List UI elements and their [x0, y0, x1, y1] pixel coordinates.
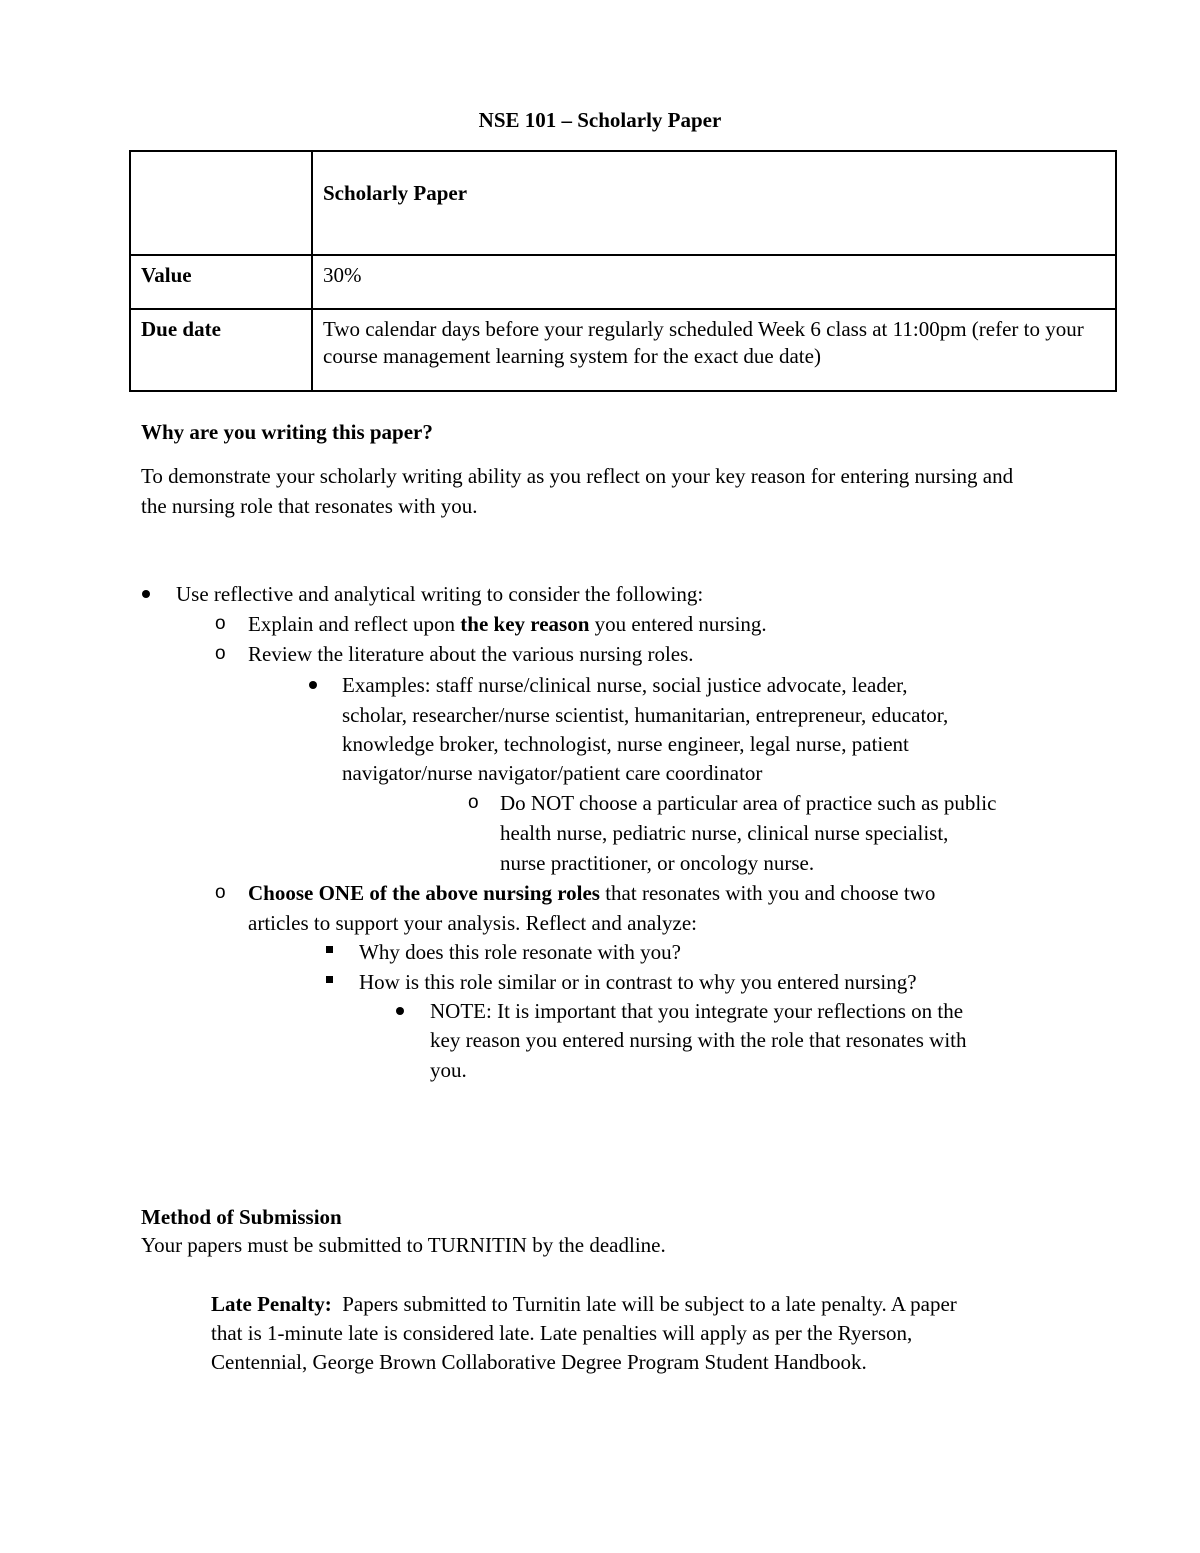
submission-body: Your papers must be submitted to TURNITIN by the deadline.	[141, 1233, 666, 1257]
due-date-cell: Two calendar days before your regularly scheduled Week 6 class at 11:00pm (refer to your course management learning system for the exact due date)	[312, 309, 1116, 391]
bullet-icon	[142, 590, 150, 598]
bullet-item: Use reflective and analytical writing to consider the following:	[176, 582, 704, 606]
value-label: Value	[130, 255, 312, 309]
examples-line: knowledge broker, technologist, nurse engineer, legal nurse, patient	[342, 732, 909, 756]
why-body: To demonstrate your scholarly writing ability as you reflect on your key reason for entering nursing and the nursing role that resonates with you.	[141, 464, 1014, 518]
square-bullet-icon	[326, 946, 333, 953]
square-bullet-icon	[326, 976, 333, 983]
bullet-text: you entered nursing.	[589, 612, 767, 636]
table-row	[130, 255, 1116, 309]
bullet-emphasis: the key reason	[460, 612, 590, 636]
bullet-icon	[396, 1007, 404, 1015]
examples-line: navigator/nurse navigator/patient care coordinator	[342, 761, 763, 785]
table-row	[130, 151, 1116, 255]
submission-heading: Method of Submission	[141, 1205, 342, 1229]
question-item: Why does this role resonate with you?	[359, 940, 681, 964]
assignment-info-table	[129, 150, 1117, 392]
late-penalty-line	[211, 1289, 957, 1319]
circle-bullet-icon: o	[215, 613, 226, 634]
bullet-text: Explain and reflect upon	[248, 612, 461, 636]
why-heading: Why are you writing this paper?	[141, 420, 433, 444]
late-penalty-line: Centennial, George Brown Collaborative Degree Program Student Handbook.	[211, 1350, 867, 1374]
late-penalty-line: that is 1-minute late is considered late. Late penalties will apply as per the Ryerson,	[211, 1321, 913, 1345]
donot-line: health nurse, pediatric nurse, clinical nurse specialist,	[500, 821, 949, 845]
bullet-icon	[309, 681, 317, 689]
question-item: How is this role similar or in contrast to why you entered nursing?	[359, 970, 917, 994]
table-header-cell: Scholarly Paper	[312, 151, 1116, 255]
donot-line: nurse practitioner, or oncology nurse.	[500, 851, 815, 875]
circle-bullet-icon: o	[215, 882, 226, 903]
note-line: NOTE: It is important that you integrate your reflections on the	[430, 999, 964, 1023]
document-title: NSE 101 – Scholarly Paper	[478, 108, 722, 132]
table-empty-cell	[130, 151, 312, 255]
table-row	[130, 309, 1116, 391]
choose-emphasis: Choose ONE of the above nursing roles	[248, 881, 600, 905]
bullet-item	[248, 609, 767, 639]
value-cell: 30%	[312, 255, 1116, 309]
choose-line	[248, 878, 935, 908]
donot-line: Do NOT choose a particular area of practice such as public	[500, 791, 997, 815]
examples-line: Examples: staff nurse/clinical nurse, social justice advocate, leader,	[342, 673, 908, 697]
note-line: key reason you entered nursing with the role that resonates with	[430, 1028, 967, 1052]
circle-bullet-icon: o	[468, 792, 479, 813]
choose-text: that resonates with you and choose two	[599, 881, 936, 905]
circle-bullet-icon: o	[215, 643, 226, 664]
bullet-item: Review the literature about the various nursing roles.	[248, 642, 694, 666]
examples-line: scholar, researcher/nurse scientist, humanitarian, entrepreneur, educator,	[342, 703, 949, 727]
late-penalty-text: Papers submitted to Turnitin late will be subject to a late penalty. A paper	[331, 1292, 957, 1316]
late-penalty-label: Late Penalty:	[211, 1292, 332, 1316]
due-date-label: Due date	[130, 309, 312, 391]
note-line: you.	[430, 1058, 467, 1082]
choose-line: articles to support your analysis. Reflect and analyze:	[248, 911, 698, 935]
